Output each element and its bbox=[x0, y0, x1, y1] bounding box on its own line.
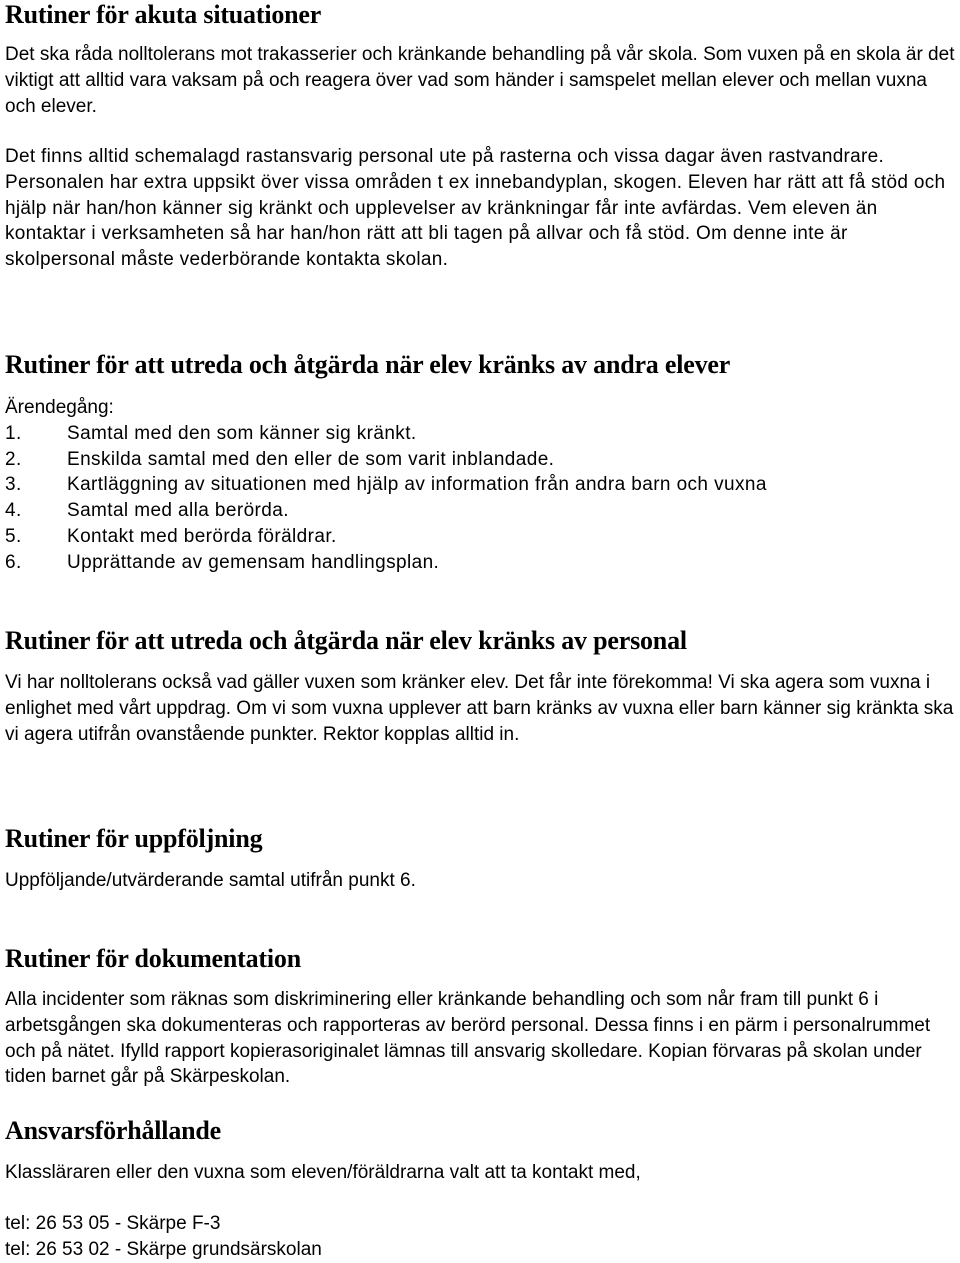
contact-line: tel: 26 53 02 - Skärpe grundsärskolan bbox=[5, 1239, 322, 1260]
step-text: Enskilda samtal med den eller de som varit inblandade. bbox=[67, 448, 555, 470]
acute-para1-block bbox=[5, 42, 957, 119]
section-pupils bbox=[5, 350, 957, 380]
section-documentation bbox=[5, 944, 957, 974]
step-text: Samtal med alla berörda. bbox=[67, 500, 289, 522]
procedure-steps bbox=[5, 421, 957, 575]
step-number: 5. bbox=[5, 525, 22, 547]
procedure-step bbox=[5, 498, 957, 524]
documentation-para-block bbox=[5, 987, 957, 1090]
procedure-step bbox=[5, 447, 957, 473]
section-title: Rutiner för dokumentation bbox=[5, 944, 301, 973]
procedure-step bbox=[5, 421, 957, 447]
section-title: Rutiner för att utreda och åtgärda när elev kränks av andra elever bbox=[5, 350, 731, 379]
pupils-intro-block bbox=[5, 395, 957, 421]
responsibility-paragraph: Klassläraren eller den vuxna som eleven/föräldrarna valt att ta kontakt med, bbox=[5, 1162, 641, 1183]
step-number: 6. bbox=[5, 551, 22, 573]
section-acute bbox=[5, 0, 957, 30]
procedure-step bbox=[5, 472, 957, 498]
step-text: Samtal med den som känner sig kränkt. bbox=[67, 423, 417, 444]
responsibility-para-block bbox=[5, 1160, 957, 1186]
staff-paragraph: Vi har nolltolerans också vad gäller vuxen som kränker elev. Det får inte förekomma! Vi ska agera som vuxna i enlighet med vårt uppdrag. Om vi som vuxna upplever att barn kränks av vuxna eller barn känner sig kränkta ska vi agera utifrån ovanstående punkter. Rektor kopplas alltid in. bbox=[5, 672, 954, 745]
section-followup bbox=[5, 824, 957, 854]
step-number: 4. bbox=[5, 500, 22, 522]
step-text: Upprättande av gemensam handlingsplan. bbox=[67, 551, 440, 573]
procedure-step bbox=[5, 550, 957, 576]
section-title: Rutiner för att utreda och åtgärda när elev kränks av personal bbox=[5, 626, 687, 655]
step-number: 2. bbox=[5, 448, 22, 470]
procedure-label: Ärendegång: bbox=[5, 397, 114, 418]
followup-para-block bbox=[5, 868, 957, 894]
staff-para-block bbox=[5, 670, 957, 747]
procedure-step bbox=[5, 524, 957, 550]
contact-line: tel: 26 53 05 - Skärpe F-3 bbox=[5, 1213, 221, 1234]
section-title: Rutiner för akuta situationer bbox=[5, 0, 322, 29]
step-text: Kartläggning av situationen med hjälp av information från andra barn och vuxna bbox=[67, 474, 767, 496]
acute-paragraph-1: Det ska råda nolltolerans mot trakasserier och kränkande behandling på vår skola. Som vuxen på en skola är det viktigt att alltid vara vaksam på och reagera över vad som händer i samspelet mellan elever och mellan vuxna och elever. bbox=[5, 44, 955, 117]
section-staff bbox=[5, 626, 957, 656]
step-number: 3. bbox=[5, 474, 22, 496]
section-responsibility bbox=[5, 1116, 957, 1146]
steps-block bbox=[5, 421, 957, 575]
step-number: 1. bbox=[5, 423, 22, 444]
step-text: Kontakt med berörda föräldrar. bbox=[67, 525, 337, 547]
acute-paragraph-2: Det finns alltid schemalagd rastansvarig personal ute på rasterna och vissa dagar även rastvandrare. Personalen har extra uppsikt över vissa områden t ex innebandyplan, skogen. Eleven har rätt att få stöd och hjälp när han/hon känner sig kränkt och upplevelser av kränkningar får inte avfärdas. Vem eleven än kontaktar i verksamheten så har han/hon rätt att bli tagen på allvar och få stöd. Om denne inte är skolpersonal måste vederbörande kontakta skolan. bbox=[5, 146, 946, 271]
contacts-block bbox=[5, 1211, 957, 1263]
acute-para2-block bbox=[5, 144, 957, 273]
section-title: Rutiner för uppföljning bbox=[5, 824, 263, 853]
documentation-paragraph: Alla incidenter som räknas som diskriminering eller kränkande behandling och som når fram till punkt 6 i arbetsgången ska dokumenteras och rapporteras av berörd personal. Dessa finns i en pärm i personalrummet och på nätet. Ifylld rapport kopierasoriginalet lämnas till ansvarig skolledare. Kopian förvaras på skolan under tiden barnet går på Skärpeskolan. bbox=[5, 989, 931, 1088]
followup-paragraph: Uppföljande/utvärderande samtal utifrån punkt 6. bbox=[5, 870, 416, 891]
section-title: Ansvarsförhållande bbox=[5, 1116, 221, 1145]
